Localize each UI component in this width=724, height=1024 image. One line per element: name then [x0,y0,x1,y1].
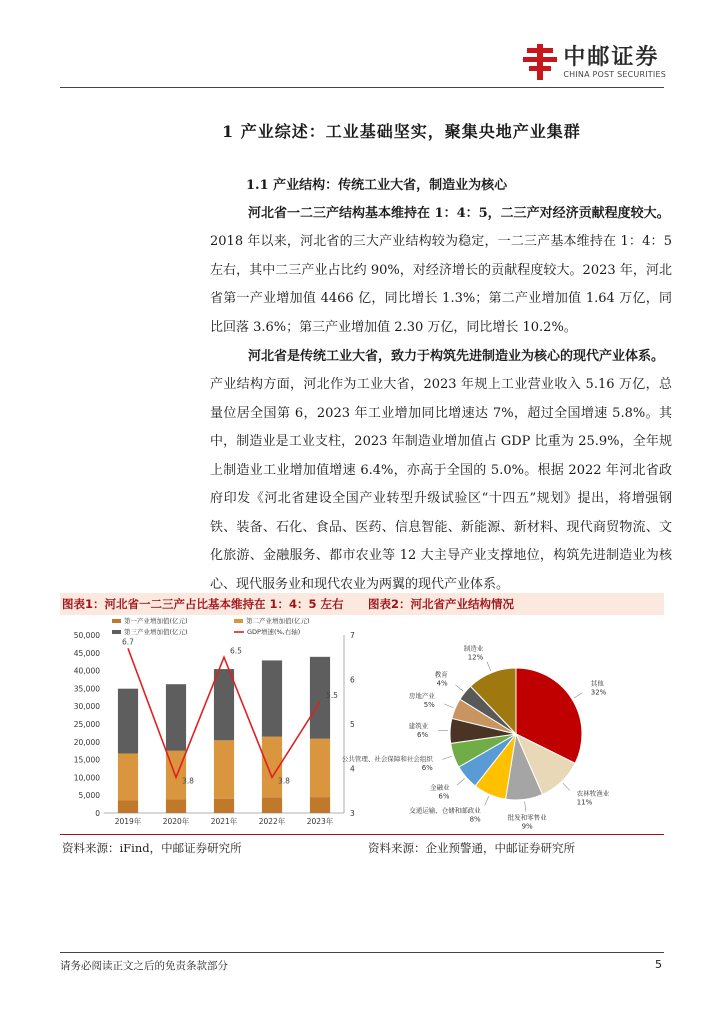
y-tick-label: 20,000 [73,737,100,747]
line-data-label: 3.8 [278,776,290,786]
pie-category-label: 农林牧渔业 [576,789,610,798]
bar-segment [310,797,330,813]
y-tick-label: 10,000 [73,773,100,783]
pie-value-label: 32% [590,688,607,697]
legend-label: 第三产业增加值(亿元) [124,628,188,636]
figure-bottom-rule [60,834,664,835]
paragraph-2: 产业结构方面，河北作为工业大省，2023 年规上工业营业收入 5.16 万亿，总量位居全国第 6，2023 年工业增加同比增速达 7%，超过全国增速 5.8%。其中，制造业是工业支柱，2023 年制造业增加值占 GDP 比重为 25.9%，全年规上制造业工业增加值增速 6.4%，亦高于全国的 5.0%。根据 2022 年河北省政府印发《河北省建设全国产业转型升级试验区“十四五”规划》提出，将增强钢铁、装备、石化、食品、医药、信息智能、新能源、新材料、现代商贸物流、文化旅游、金融服务、都市农业等 12 大主导产业支撑地位，构筑先进制造业为核心、现代服务业和现代农业为两翼的现代产业体系。 [210,377,672,592]
logo-english-name: CHINA POST SECURITIES [563,69,666,79]
legend-label: 第二产业增加值(亿元) [246,617,310,625]
logo-chinese-name: 中邮证券 [563,44,660,70]
industry-structure-pie-chart [341,617,666,835]
y-tick-label: 25,000 [73,720,100,729]
bar-segment [118,753,138,800]
pie-leader-line [487,662,491,671]
y2-tick-label: 5 [350,720,355,729]
subsection-heading: 1.1 产业结构：传统工业大省，制造业为核心 [246,178,508,193]
y-tick-label: 50,000 [73,631,100,640]
legend-swatch [112,630,121,634]
bar-segment [214,799,234,813]
legend-label: GDP增速(%,右轴) [247,628,301,636]
y-tick-label: 30,000 [73,702,100,712]
pie-category-label: 制造业 [463,644,484,653]
x-tick-label: 2022年 [258,817,286,826]
pie-category-label: 交通运输、仓储和邮政业 [409,806,481,815]
legend-swatch [234,619,243,623]
line-data-label: 6.5 [230,646,242,656]
bar-segment [118,689,138,754]
y-tick-label: 15,000 [73,755,100,765]
figure-2-source: 资料来源：企业预警通，中邮证券研究所 [368,841,575,855]
china-post-logo-icon [523,44,557,80]
bar-segment [214,740,234,798]
legend-swatch [112,619,121,623]
y2-tick-label: 4 [350,764,355,774]
figure-2-title: 图表2：河北省产业结构情况 [368,597,515,611]
bar-segment [118,800,138,813]
y-tick-label: 45,000 [73,648,100,658]
pie-value-label: 5% [423,701,435,710]
pie-value-label: 6% [416,730,429,739]
pie-category-label: 房地产业 [408,692,435,701]
line-data-label: 6.7 [122,637,134,647]
pie-leader-line [525,801,526,811]
y2-tick-label: 3 [350,809,355,818]
pie-value-label: 9% [521,822,533,831]
pie-value-label: 8% [469,815,481,824]
bar-segment [166,684,186,751]
paragraph-1: 2018 年以来，河北省的三大产业结构较为稳定，一二三产基本维持在 1：4：5 左右，其中二三产业占比约 90%，对经济增长的贡献程度较大。2023 年，河北省第一产业增加值 4466 亿，同比增长 1.3%；第二产业增加值 1.64 万亿，同比回落 3.6%；第三产业增加值 2.30 万亿，同比增长 10.2%。 [210,234,672,335]
figure-1-source: 资料来源：iFind，中邮证券研究所 [62,841,242,855]
line-data-label: 3.8 [182,776,194,786]
y-tick-label: 0 [95,809,100,818]
lead-sentence-2: 河北省是传统工业大省，致力于构筑先进制造业为核心的现代产业体系。 [248,349,665,364]
line-data-label: 5.5 [326,690,338,700]
bar-segment [310,739,330,797]
pie-value-label: 11% [576,798,593,807]
y-tick-label: 40,000 [73,666,100,676]
pie-leader-line [442,756,451,759]
y2-tick-label: 7 [350,631,355,640]
header-divider [60,87,664,88]
y2-tick-label: 6 [350,675,355,685]
disclaimer-note: 请务必阅读正文之后的免责条款部分 [60,960,228,972]
pie-leader-line [444,704,453,708]
company-logo [523,44,666,80]
pie-leader-line [455,685,463,691]
x-tick-label: 2021年 [210,817,238,826]
pie-category-label: 公共管理、社会保障和社会组织 [341,754,433,763]
pie-leader-line [485,796,489,805]
x-tick-label: 2023年 [306,817,334,826]
gdp-structure-bar-chart [60,617,360,835]
legend-label: 第一产业增加值(亿元) [124,617,188,625]
bar-segment [214,669,234,740]
y-tick-label: 35,000 [73,684,100,694]
x-tick-label: 2019年 [114,817,142,826]
bar-segment [166,799,186,813]
pie-category-label: 批发和零售业 [507,813,547,822]
y-tick-label: 5,000 [78,791,100,801]
pie-category-label: 建筑业 [408,721,429,730]
pie-category-label: 金融业 [429,783,450,792]
pie-category-label: 其他 [590,679,604,688]
pie-value-label: 4% [436,679,448,688]
pie-value-label: 6% [438,792,450,801]
footer-divider [60,952,664,953]
bar-segment [262,660,282,736]
pie-category-label: 教育 [434,670,448,679]
page-number: 5 [655,958,662,971]
pie-value-label: 12% [467,653,484,662]
pie-leader-line [563,783,570,790]
bar-segment [262,797,282,813]
pie-leader-line [574,693,582,698]
pie-value-label: 6% [421,763,433,772]
section-heading: 1 产业综述：工业基础坚实，聚集央地产业集群 [222,122,581,141]
x-tick-label: 2020年 [162,817,190,826]
lead-sentence-1: 河北省一二三产结构基本维持在 1：4：5，二三产对经济贡献程度较大。 [248,206,670,221]
figure-1-title: 图表1：河北省一二三产占比基本维持在 1：4：5 左右 [62,597,344,611]
pie-leader-line [457,779,465,786]
